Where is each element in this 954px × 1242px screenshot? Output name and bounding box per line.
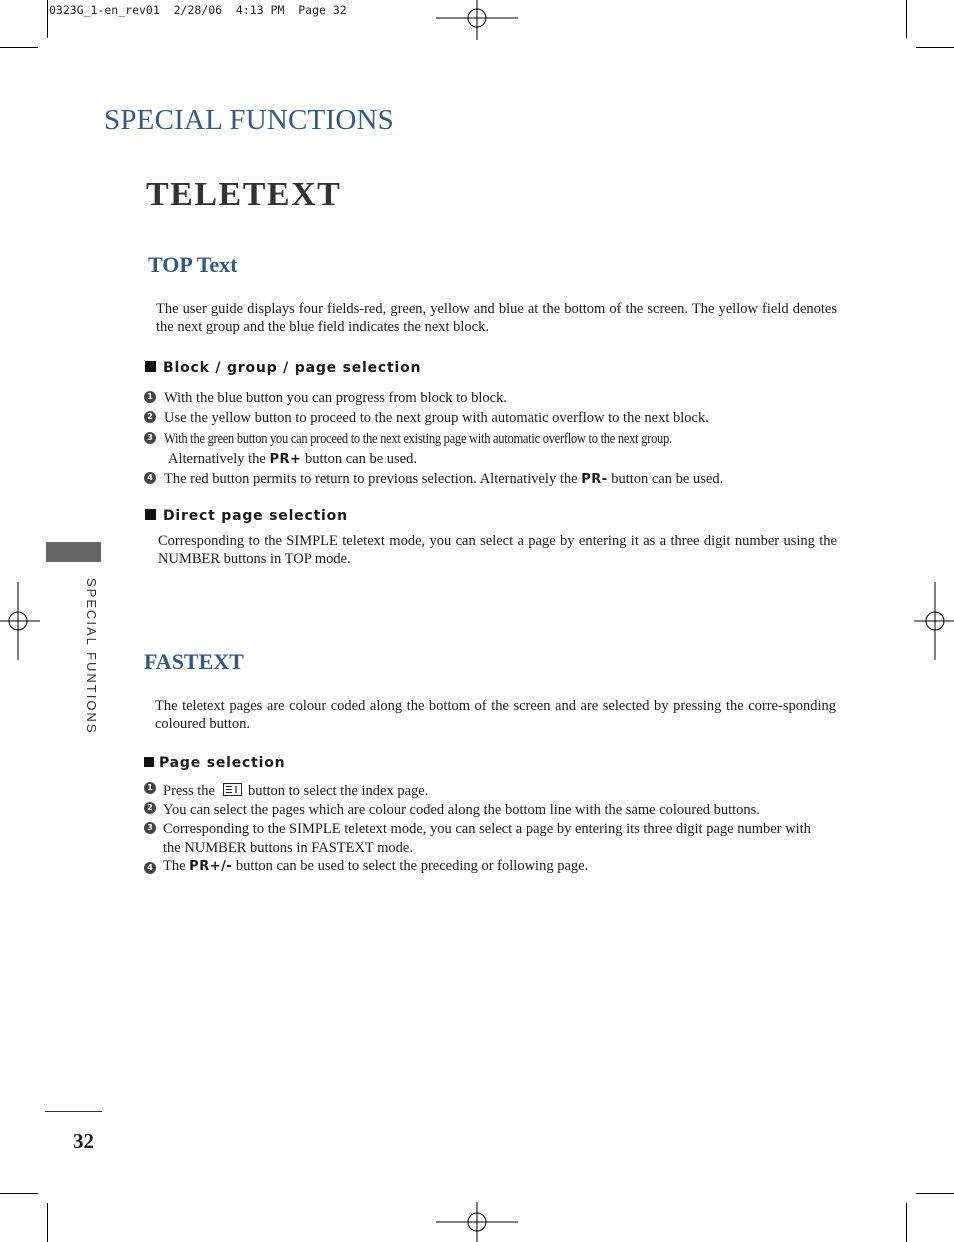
pr-minus-button-label: PR- bbox=[581, 472, 608, 487]
print-slug: 0323G_1-en_rev01 2/28/06 4:13 PM Page 32 bbox=[49, 3, 347, 17]
direct-selection-text: Corresponding to the SIMPLE teletext mode, you can select a page by entering it as a three digit number using the NUMBER buttons in TOP mode. bbox=[158, 533, 837, 567]
step-number-icon: 3 bbox=[144, 432, 156, 444]
index-button-icon bbox=[223, 783, 242, 796]
page-selection-heading: Page selection bbox=[144, 755, 285, 771]
step-number-icon: 1 bbox=[144, 782, 156, 794]
section-title: SPECIAL FUNCTIONS bbox=[104, 104, 394, 136]
page-title: TELETEXT bbox=[146, 176, 342, 213]
bullet-square-icon bbox=[145, 361, 156, 372]
step-number-icon: 2 bbox=[144, 802, 156, 814]
pr-plus-minus-button-label: PR+/- bbox=[189, 859, 233, 874]
list-item: Corresponding to the SIMPLE teletext mode, you can select a page by entering its three digit page number with bbox=[163, 821, 811, 837]
crop-mark bbox=[0, 47, 38, 48]
crop-mark bbox=[916, 1193, 954, 1194]
step-number-icon: 1 bbox=[144, 391, 156, 403]
list-item: The red button permits to return to previous selection. Alternatively the PR- button can be used. bbox=[164, 471, 724, 487]
bullet-square-icon bbox=[144, 757, 154, 767]
crop-mark bbox=[0, 1193, 38, 1194]
page-number: 32 bbox=[73, 1129, 94, 1153]
registration-mark-top bbox=[436, 0, 518, 40]
list-item: The PR+/- button can be used to select the preceding or following page. bbox=[163, 858, 589, 874]
side-tab bbox=[46, 542, 101, 562]
registration-mark-left bbox=[0, 582, 40, 660]
registration-mark-right bbox=[914, 582, 954, 660]
list-item: Press the button to select the index page. bbox=[163, 783, 429, 799]
page-number-rule bbox=[45, 1111, 102, 1112]
crop-mark bbox=[906, 0, 907, 38]
fastext-heading: FASTEXT bbox=[144, 649, 244, 674]
crop-mark bbox=[47, 1203, 48, 1242]
list-item-continuation: Alternatively the PR+ button can be used. bbox=[168, 451, 417, 467]
top-text-heading: TOP Text bbox=[148, 252, 238, 277]
block-selection-heading: Block / group / page selection bbox=[145, 360, 421, 376]
list-item: Use the yellow button to proceed to the next group with automatic overflow to the next block. bbox=[164, 410, 709, 426]
step-number-icon: 4 bbox=[144, 472, 156, 484]
list-item: With the blue button you can progress from block to block. bbox=[164, 390, 507, 406]
crop-mark bbox=[916, 47, 954, 48]
pr-plus-button-label: PR+ bbox=[269, 452, 302, 467]
fastext-intro: The teletext pages are colour coded along the bottom of the screen and are selected by pressing the corre-sponding coloured button. bbox=[155, 698, 836, 732]
step-number-icon: 2 bbox=[144, 411, 156, 423]
list-item: You can select the pages which are colour coded along the bottom line with the same coloured buttons. bbox=[163, 802, 760, 818]
list-item-continuation: the NUMBER buttons in FASTEXT mode. bbox=[163, 840, 413, 856]
step-number-icon: 3 bbox=[144, 822, 156, 834]
step-number-icon: 4 bbox=[144, 862, 156, 874]
side-label: SPECIAL FUNTIONS bbox=[84, 578, 99, 735]
crop-mark bbox=[47, 0, 48, 38]
top-text-intro: The user guide displays four fields-red, green, yellow and blue at the bottom of the screen. The yellow field denotes the next group and the blue field indicates the next block. bbox=[156, 301, 837, 335]
crop-mark bbox=[906, 1203, 907, 1242]
list-item: With the green button you can proceed to the next existing page with automatic overflow to the next group. bbox=[164, 431, 672, 447]
bullet-square-icon bbox=[145, 509, 156, 520]
direct-selection-heading: Direct page selection bbox=[145, 508, 348, 524]
registration-mark-bottom bbox=[436, 1202, 518, 1242]
